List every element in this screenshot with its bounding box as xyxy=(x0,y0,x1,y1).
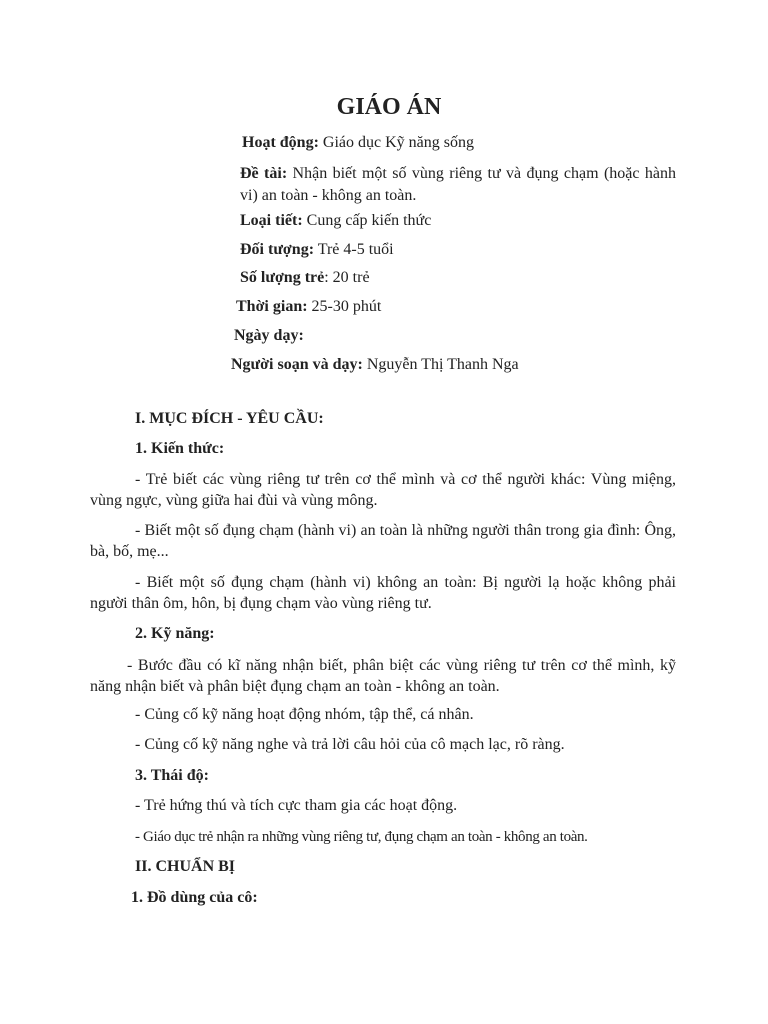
section-heading-chuan-bi: II. CHUẨN BỊ xyxy=(135,858,236,875)
paragraph-kien-thuc-2: - Biết một số đụng chạm (hành vi) an toàn là những người thân trong gia đình: Ông, bà, bố, mẹ... xyxy=(90,522,676,560)
document-title: GIÁO ÁN xyxy=(336,94,442,120)
meta-thoi-gian xyxy=(236,298,381,316)
subheading-ky-nang: 2. Kỹ năng: xyxy=(135,625,215,642)
paragraph-thai-do-1: - Trẻ hứng thú và tích cực tham gia các hoạt động. xyxy=(135,797,458,814)
subheading-do-dung: 1. Đồ dùng của cô: xyxy=(131,889,258,906)
meta-value: Nhận biết một số vùng riêng tư và đụng chạm (hoặc hành vi) an toàn - không an toàn. xyxy=(240,165,676,204)
meta-label: Số lượng trẻ xyxy=(240,269,325,286)
subheading-thai-do: 3. Thái độ: xyxy=(135,767,209,784)
meta-label: Loại tiết: xyxy=(240,212,303,229)
paragraph-ky-nang-3: - Củng cố kỹ năng nghe và trả lời câu hỏi của cô mạch lạc, rõ ràng. xyxy=(135,736,565,753)
paragraph-ky-nang-2: - Củng cố kỹ năng hoạt động nhóm, tập thể, cá nhân. xyxy=(135,706,474,723)
paragraph-kien-thuc-3: - Biết một số đụng chạm (hành vi) không an toàn: Bị người lạ hoặc không phải người thân ôm, hôn, bị đụng chạm vào vùng riêng tư. xyxy=(90,574,676,612)
meta-value: 25-30 phút xyxy=(307,298,382,315)
meta-label: Người soạn và dạy: xyxy=(231,356,363,373)
paragraph-ky-nang-1: - Bước đầu có kĩ năng nhận biết, phân biệt các vùng riêng tư trên cơ thể mình, kỹ năng nhận biết và phân biệt đụng chạm an toàn - không an toàn. xyxy=(90,657,676,695)
meta-value: Cung cấp kiến thức xyxy=(302,212,432,229)
meta-value: : 20 trẻ xyxy=(324,269,370,286)
meta-de-tai xyxy=(240,163,676,207)
section-heading-muc-dich: I. MỤC ĐÍCH - YÊU CẦU: xyxy=(135,410,324,427)
subheading-kien-thuc: 1. Kiến thức: xyxy=(135,440,225,457)
meta-value: Nguyễn Thị Thanh Nga xyxy=(362,356,519,373)
meta-ngay-day xyxy=(234,327,304,345)
meta-label: Thời gian: xyxy=(236,298,308,315)
meta-hoat-dong xyxy=(242,134,474,152)
meta-value: Giáo dục Kỹ năng sống xyxy=(318,134,474,151)
meta-label: Đề tài: xyxy=(240,165,288,182)
meta-label: Đối tượng: xyxy=(240,241,315,258)
paragraph-thai-do-2: - Giáo dục trẻ nhận ra những vùng riêng tư, đụng chạm an toàn - không an toàn. xyxy=(135,829,588,845)
meta-value: Trẻ 4-5 tuổi xyxy=(314,241,394,258)
meta-nguoi-soan xyxy=(231,356,519,374)
meta-label: Ngày dạy: xyxy=(234,327,304,344)
meta-label: Hoạt động: xyxy=(242,134,319,151)
meta-loai-tiet xyxy=(240,212,431,230)
paragraph-kien-thuc-1: - Trẻ biết các vùng riêng tư trên cơ thể mình và cơ thể người khác: Vùng miệng, vùng ngực, vùng giữa hai đùi và vùng mông. xyxy=(90,471,676,509)
meta-doi-tuong xyxy=(240,241,394,259)
meta-so-luong-tre xyxy=(240,269,370,287)
